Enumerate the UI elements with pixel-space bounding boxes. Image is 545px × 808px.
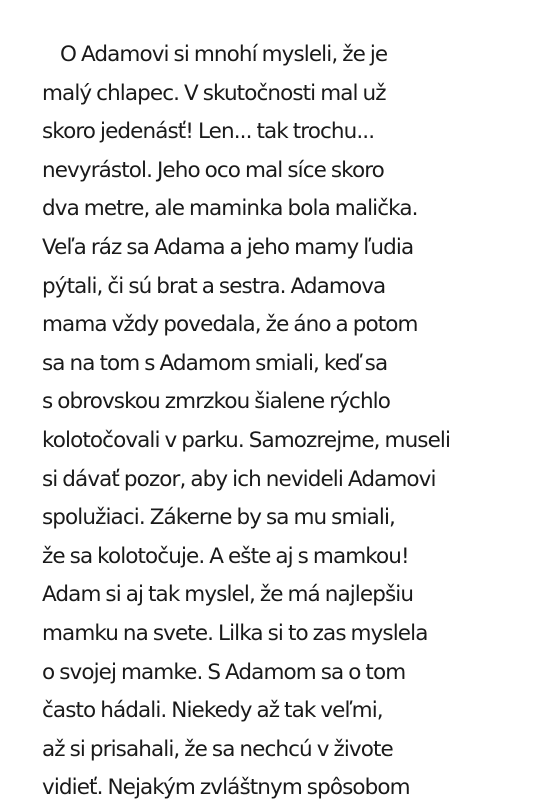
text-line-19: až si prisahali, že sa nechcú v živote [42,736,393,762]
text-line-11: kolotočovali v parku. Samozrejme, museli [42,427,451,453]
story-paragraph [42,36,537,808]
text-line-2: malý chlapec. V skutočnosti mal už [42,80,386,106]
text-line-8: mama vždy povedala, že áno a potom [42,312,418,338]
text-line-17: o svojej mamke. S Adamom sa o tom [42,659,406,685]
text-line-18: často hádali. Niekedy až tak veľmi, [42,698,383,724]
text-line-9: sa na tom s Adamom smiali, keď sa [42,350,388,376]
text-line-12: si dávať pozor, aby ich nevideli Adamovi [42,466,436,492]
text-line-10: s obrovskou zmrzkou šialene rýchlo [42,389,391,415]
text-line-16: mamku na svete. Lilka si to zas myslela [42,620,428,646]
text-line-1: O Adamovi si mnohí mysleli, že je [60,42,388,67]
text-line-3: skoro jedenásť! Len... tak trochu... [42,119,375,145]
text-line-6: Veľa ráz sa Adama a jeho mamy ľudia [42,234,414,260]
text-line-20: vidieť. Nejakým zvláštnym spôsobom [42,775,410,801]
text-line-14: že sa kolotočuje. A ešte aj s mamkou! [42,543,409,569]
text-line-5: dva metre, ale maminka bola malička. [42,196,418,222]
text-line-7: pýtali, či sú brat a sestra. Adamova [42,273,386,299]
text-line-15: Adam si aj tak myslel, že má najlepšiu [42,582,414,608]
text-line-13: spolužiaci. Zákerne by sa mu smiali, [42,505,395,531]
text-line-4: nevyrástol. Jeho oco mal síce skoro [42,157,384,183]
